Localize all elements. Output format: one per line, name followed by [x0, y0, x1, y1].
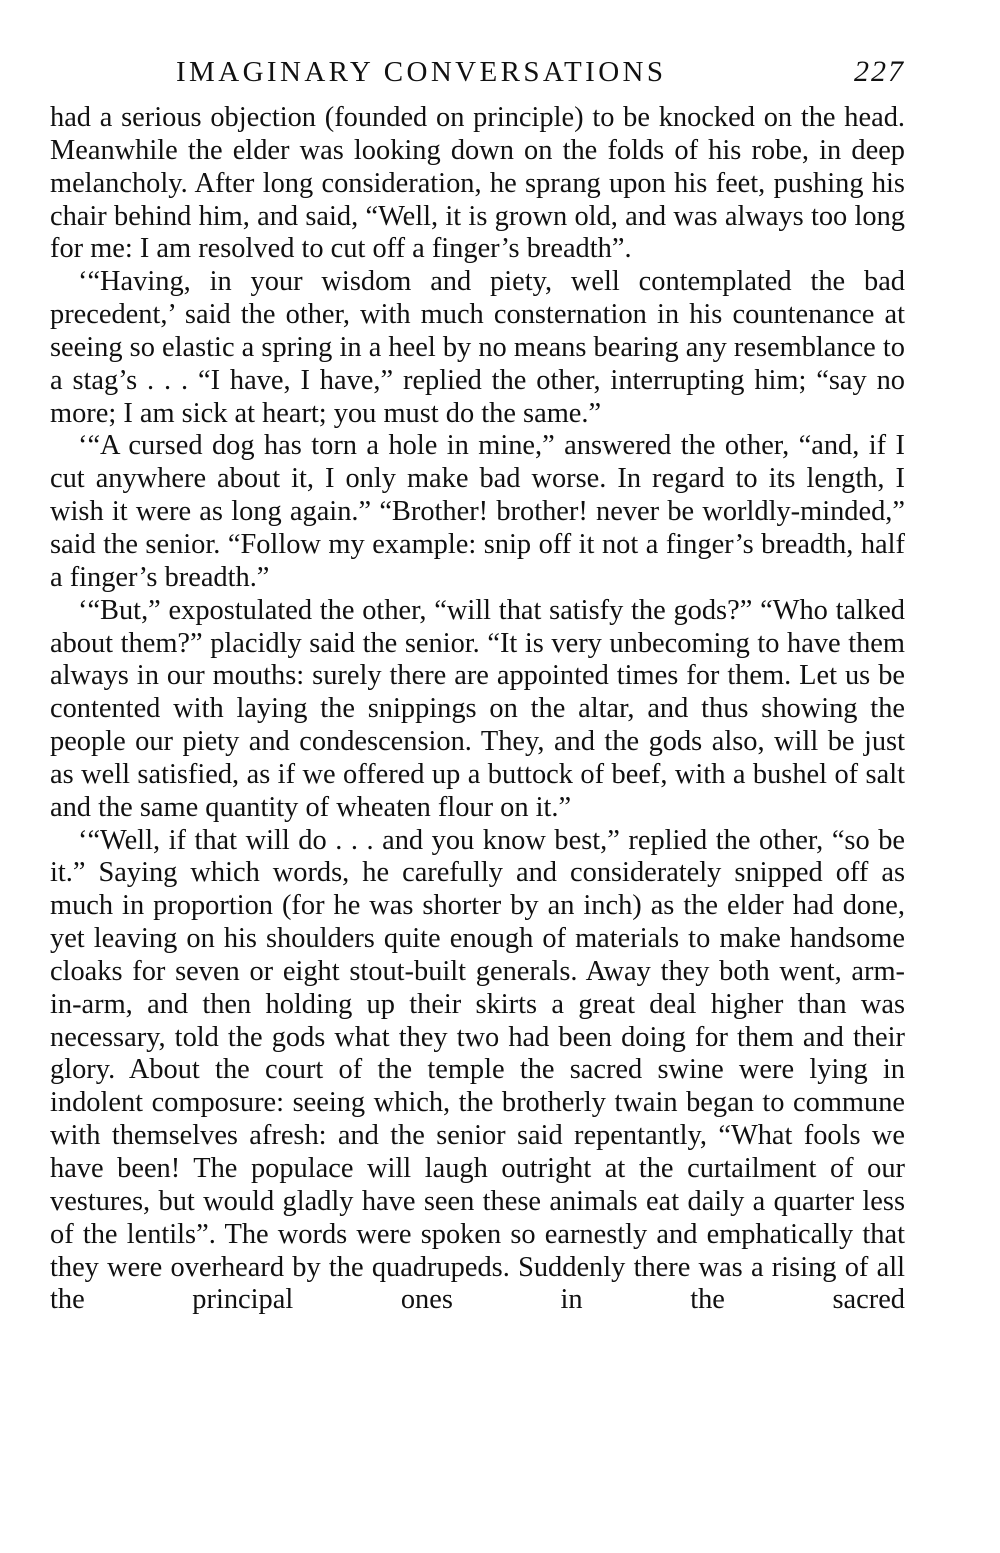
paragraph-2: ‘“Having, in your wisdom and piety, well contemplated the bad precedent,’ said the other, with much consternation in his countenance at seeing so elastic a spring in a heel by no means bearing any resemblance to a stag’s . . . “I have, I have,” replied the other, interrupting him; “say no more; I am sick at heart; you must do the same.” — [50, 266, 905, 429]
running-title: IMAGINARY CONVERSATIONS — [176, 56, 667, 88]
paragraph-5: ‘“Well, if that will do . . . and you know best,” replied the other, “so be it.” Saying which words, he carefully and considerately snipped off as much in proportion (for he was shorter by an inch) as the elder had done, yet leaving on his shoulders quite enough of materials to make handsome cloaks for seven or eight stout-built generals. Away they both went, arm-in-arm, and then holding up their skirts a great deal higher than was necessary, told the gods what they two had been doing for them and their glory. About the court of the temple the sacred swine were lying in indolent composure: seeing which, the brotherly twain began to commune with themselves afresh: and the senior said repentantly, “What fools we have been! The populace will laugh outright at the curtailment of our vestures, but would gladly have seen these animals eat daily a quarter less of the lentils”. The words were spoken so earnestly and emphatically that they were overheard by the quadrupeds. Suddenly there was a rising of all the principal ones in the sacred — [50, 824, 905, 1316]
paragraph-3: ‘“A cursed dog has torn a hole in mine,” answered the other, “and, if I cut anywhere about it, I only make bad worse. In regard to its length, I wish it were as long again.” “Brother! brother! never be worldly-minded,” said the senior. “Follow my example: snip off it not a finger’s breadth, half a finger’s breadth.” — [50, 430, 905, 593]
paragraph-4: ‘“But,” expostulated the other, “will that satisfy the gods?” “Who talked about them?” placidly said the senior. “It is very unbecoming to have them always in our mouths: surely there are appointed times for them. Let us be contented with laying the snippings on the altar, and thus showing the people our piety and condescension. They, and the gods also, will be just as well satisfied, as if we offered up a buttock of beef, with a bushel of salt and the same quantity of wheaten flour on it.” — [50, 594, 905, 823]
book-page — [50, 52, 905, 1317]
running-head — [50, 52, 905, 92]
page-number: 227 — [854, 55, 905, 88]
body-text — [50, 102, 905, 1317]
paragraph-1: had a serious objection (founded on principle) to be knocked on the head. Meanwhile the elder was looking down on the folds of his robe, in deep melancholy. After long consideration, he sprang upon his feet, pushing his chair behind him, and said, “Well, it is grown old, and was always too long for me: I am resolved to cut off a finger’s breadth”. — [50, 102, 905, 265]
